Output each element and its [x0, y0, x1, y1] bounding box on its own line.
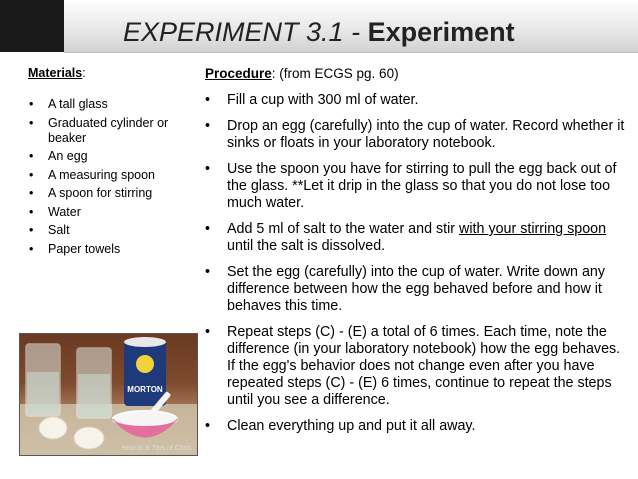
procedure-list [205, 92, 625, 435]
procedure-step: • Use the spoon you have for stirring to pull the egg back out of the glass. **Let it drip in the glass so that you do not lose too much water. [205, 161, 625, 212]
list-item: • A spoon for stirring [28, 186, 200, 201]
title-left-bar [0, 0, 64, 52]
procedure-step: • Fill a cup with 300 ml of water. [205, 92, 625, 109]
procedure-step: • Add 5 ml of salt to the water and stir with your stirring spoon until the salt is dissolved. [205, 221, 625, 255]
photo-illustration [20, 334, 197, 455]
list-item: • Graduated cylinder or beaker [28, 116, 200, 146]
procedure-section [205, 66, 625, 444]
list-item: • A tall glass [28, 97, 200, 112]
list-item: • Salt [28, 223, 200, 238]
materials-list [28, 97, 200, 257]
procedure-step: • Set the egg (carefully) into the cup of water. Write down any difference between how the egg behaved before and how it behaves this time. [205, 264, 625, 315]
list-item: • A measuring spoon [28, 168, 200, 183]
materials-heading: Materials: [28, 66, 86, 80]
photo-watermark: How to & Tips of Chris [121, 445, 191, 452]
list-item: • Water [28, 205, 200, 220]
list-item: • An egg [28, 149, 200, 164]
slide-title [123, 14, 515, 50]
procedure-heading: Procedure: (from ECGS pg. 60) [205, 66, 399, 81]
jar-label: MORTON [127, 385, 163, 394]
title-prefix: EXPERIMENT 3.1 - [123, 17, 368, 47]
list-item: • Paper towels [28, 242, 200, 257]
materials-section [28, 66, 200, 260]
title-bold: Experiment [367, 17, 515, 47]
procedure-step: • Drop an egg (carefully) into the cup of water. Record whether it sinks or floats in your laboratory notebook. [205, 118, 625, 152]
procedure-step: • Clean everything up and put it all away. [205, 418, 625, 435]
experiment-photo [19, 333, 198, 456]
procedure-step: • Repeat steps (C) - (E) a total of 6 times. Each time, note the difference (in your laboratory notebook) how the egg behaves. If the egg's behavior does not change even after you have repeated steps (C) - (E) 6 times, continue to repeat the steps until you see a difference. [205, 324, 625, 409]
